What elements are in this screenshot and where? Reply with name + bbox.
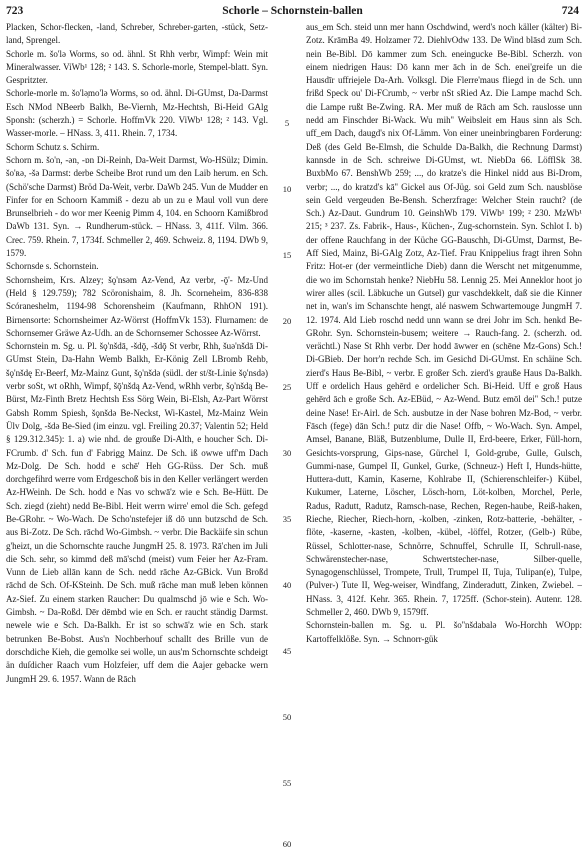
line-number: 10 (282, 184, 292, 194)
line-number: 35 (282, 514, 292, 524)
line-number: 30 (282, 448, 292, 458)
line-number: 40 (282, 580, 292, 590)
entry-paragraph: Schornsheim, Krs. Alzey; šǫ'nsəm Az-Vend, Az verbr, -ǭ'- Mz-Und (Held § 129.759); 782 Scöronishaim, 8. Jh. Scorneheim, 836-838 Scóraneshelm, 1194-98 Schorensheim (Kaufmann, RhhON 191). Birnensorte: Schornsheimer Az-Wörrst (HoffmVk 153). Flurnamen: de Schornsemer Gräwe Az-Udh. an de Schornsemer Schossee Az-Wörrst. (6, 274, 268, 338)
right-column (306, 21, 582, 851)
entry-paragraph: Schornstein m. Sg. u. Pl. šǫ'nšdā, -šdǭ, -šdǭ St verbr, Rhh, šuə'nšdā Di-GUmst Stein, Da-Hahn Wemb Balkh, Er-König Zell LBromb Rehb, šǫ'nšdę Er-Beerf, Mz-Mainz Gunt, šǫ'nšdə (südl. der st/št-Linie šǫ'nsdə) verbr soSt, wt oRhh, Wimpf, šǭ'nšdą Az-Vend, wRhh verbr, šǫ'nšdą Be-Bürst, Mz-Finth Bretz Hechtsh Ess Sörg Wein, Bi-Elsh, Az-Part Wörrst Gabsh Romm Spiesh, šǫnšdə Be-Neckst, Wi-Kastel, Mz-Mainz Wein Ülv Dolg, -šdə Be-Sied (im einzu. vgl. Freiling 20.37; Valentin 52; Held § 129.312.345): 1. a) wie nhd. de grouße Di-Alth, e houcher Sch. Di-FCrumb. d' Sch. fun d' Fabrigg Mainz. De Sch. iß owwe uff'm Dach Mz-Dolg. De Sch. hodd e schē' Heh GG-Rüss. Der Sch. muß dorchgefihrd werre vom Erdgeschoß bis in den Keller verlängert werden Az-HWeinh. De Sch. hodd e Nas vo schwā'z wie e Sch. Be-Hütt. De Sch. ziegd (zieht) nedd Be-Bibl. Heit werrn wirre' emol die Sch. gefegd Be-GRohr. ~ Wo-Wach. De Scho'nstefejer iß dō unn butzschd de Sch. aus Bi-Zotz. De Sch. rāchd Wo-Gimbsh. ~ verbr. Die Backäife sin schun g'heizt, un die Schornschte rauche JungmH 25. 8. 1973. Rā'chen im Juli die Sch. sehr, so kimmd deß mā'schd (meist) vum Feier her Az-Fram. Vunn de Lieb allān kann de Sch. nedd rāche Az-GBick. Vun Broßd rāchd de Sch. Of-KSteinh. De Sch. muß rāche man muß leben können Az-Sief. Zu einem starken Raucher: Du qualmschd jō wie e Sch. Wo-Gimbsh. ~ Da-Roßd. Dēr dēmbd wie en Sch. er raucht ständig Darmst. newele wie e Sch. Da-Balkh. Er ist so schwā'z wie en Sch. stark betrunken Be-Bobst. Aus'n Nochberhouf schallt des Brille vun de dorschdiche Kieh, die gemolke sei wolle, un aus'm Schornschte schdeigt än duſdicher Raach vum Holzfeier, uff dem die Aajer gebacke wern JungmH 29. 6. 1957. Wann de Rāch (6, 341, 268, 684)
entry-paragraph: aus_em Sch. steid unn mer hann Oschdwind, werd's noch käller (kälter) Bi-Zotz. KrāmBa 49. Holzamer 72. DiehlvOdw 133. De Wind blāsd zum Sch. nein Be-Bibl. Dō kammer zum Sch. eneingucke Be-Bibl. Scherzh. von einem niedrigen Haus: Dō kann mer āch in de Sch. enei'greife un die Hausdīr uffriejele Da-Arh. Volksgl. Die Flerre'maus fliegd in de Sch. unn frißd Speck ou' Di-FCrumb, ~ verbr nSt sRied Az. Die Lampe machd Sch. die Lampe rußt Be-Zwing. RA. Mer muß de Rāch am Sch. rauslosse unn nedd am Finschder Bi-Wack. Wu mih'' Weibsleit em Haus sinn als Sch. uff_em Dach, daugd's nix Of-Lämm. Von einer uneinbringbaren Forderung: Deß (des Geld Be-Elmsh, die Schulde Da-Balkh, die Rechnung Darmst) kannsde in de Sch. schreiwe Di-GUmst, wt. NiebDa 66. LöfflSk 38. BuxbMo 67. BenshWb 259; ..., do kratze's die Hinkel nidd aus Bi-Drom, verbr; ..., do kratzd's kā'' Gickel aus Of-Jüg. soi Geld zum Sch. nausblöse sein Geld vergeuden Be-Bensh. Scherzfrage: Welcher Stein raucht? (de Sch.) Az-Daut. Gundrum 10. GeinshWb 179. ViWb¹ 199; ² 230. MzWb¹ 215; ³ 237. Zs. Fabrik-, Haus-, Küchen-, Zug-schornstein. Syn. Schlot I. b) der offene Rauchfang in der Küche GG-Bauschh, Di-GUmst, Darmst, Be-Aff Sied, Mainz, Bi-GAlg Zotz, Az-Tief. Frau Knippelius fragt ihren Sohn Fritz: Hot-er (der vermeintliche Dieb) dann die Werscht net mitgenumme, die wo im Schornstah henke? NiebHu 58. Lennig 25. Mei Anneklor hoot jo wirer alles (scil. Läbkuche un Gutsel) gur vaschdekkelt, daß sie die Kinner net in, wan's im Schanschte hengt, alé naswem Schwartemouge JungmH 7. 12. 1974. Ald Lieb roschd nedd unn wann se drei Johr im Sch. henkd Be-GRohr. Syn. Schornstein-busem; weitere → Rauch-fang. 2. (scherzh. od. verächtl.) Nase St Rhh verbr. Der hodd āwwer en (schēne Mz-Gons) Sch.! Di-GBieb. Der horr'n rechde Sch. im Gesichd Di-GUmst. En schäine Sch. zierd's Haus Be-Bibl, ~ verbr. E großer Sch. zierd's grauße Haus Da-Balkh. Uff e ordelich Haus gehērd e ordelicher Sch. Bi-Heid. Uff e groß Haus gehērd āch e große Sch. Az-EBüd, ~ Az-Wend. Butz emōl dei'' Sch.! putze deine Nase! Er-Airl. de Sch. ausbutze in der Nase bohren Mz-Bod, ~ verbr. Fāsch (fege) dān Sch.! putz dir die Nase! Offb, ~ Wo-Wach. Syn. Ampel, Amsel, Banane, Bläß, Butzenblume, Dulle II, Erd-beere, Erker, Füll-horn, Gesichts-vorsprung, Gips-nase, Gürchel I, Gold-grube, Gulle, Gulsch, Gummi-nase, Gumpel II, Gunkel, Gurke, (Schneuz-) Heft I, Hunds-hütte, Huttera-dutt, Kamin, Kaserne, Kohlrabe II, (Schierenschleifer-) Kübel, Kukumer, Laterne, Löscher, Lösch-horn, Löt-kolben, Morchel, Perle, Radus, Radutt, Radutz, Ramsch-nase, Rechen, Regen-haube, Reiß-haken, Rieche, Riecher, Riech-horn, -kolben, -zinken, Rotz-batterie, -behälter, -flöte, -kaserne, -kasten, -kolben, -kübel, -löffel, Rotzer, (Gelb-) Rübe, Rüssel, Schlotter-nase, Schnörre, Schnuffel, Schrulle II, Schrull-nase, Schwärenstecher-nase, Schwertstecher-nase, Silber-quelle, Synagogenschlüssel, Trompete, Trull, Trumpel II, Tuja, Tulipan(e), Tulpe, (Pulver-) Tute II, Weg-weiser, Windfang, Zinderadutt, Zinken, Zwiebel. – HNass. 3, 412f. Kehr. 365. Rhein. 7, 1725ff. (Schor-stein). Autenr. 128. Schmeller 2, 460. DWb 9, 1579ff. (306, 22, 582, 618)
line-number: 20 (282, 316, 292, 326)
line-number: 15 (282, 250, 292, 260)
line-number: 25 (282, 382, 292, 392)
entry-paragraph: Schorle m. šo'lə Worms, so od. ähnl. St Rhh verbr, Wimpf: Wein mit Mineralwasser. ViWb¹ 128; ² 143. S. Schorle-morle, Stempel-blatt. Syn. Gespritzter. (6, 48, 268, 86)
line-number: 50 (282, 712, 292, 722)
entry-paragraph: Schornsde s. Schornstein. (6, 261, 99, 272)
page-number-right: 724 (561, 5, 579, 17)
entry-paragraph: Schornstein-ballen m. Sg. u. Pl. šo''nšdabalə Wo-Horchh WOpp: Kartoffelklöße. Syn. → Schnorr-gük (306, 620, 582, 644)
line-number-gutter (274, 21, 300, 851)
entry-paragraph: Schorm Schutz s. Schirm. (6, 141, 100, 152)
page-number-left: 723 (6, 5, 24, 17)
entry-paragraph: Schorn m. šo'n, -ən, -ɒn Di-Reinh, Da-Weit Darmst, Wo-HSülz; Dimin. šo'ʀə, -šə Darmst: derbe Scheibe Brot rund um den Laib herum. en Sch. (Schö'sche Darmst) Bröd Da-Weit, verbr. DaWb 245. Vun de Mudder en Finfer for en Schoorn Kammiß - dezu ab un zu e Maul voll vun dere Brunselbrieh - do wor mer Keenig Pimm 4, 104. en Schoorn Kamißbrod DaWb 131. Syn. → Rundherum-stück. – HNass. 3, 411f. Vilm. 366. Crec. 759. Rhein. 7, 1734f. Schmeller 2, 469. Schweiz. 8, 1194. DWb 9, 1579. (6, 154, 268, 259)
line-number: 5 (284, 118, 290, 128)
page-header (6, 3, 579, 19)
running-title: Schorle – Schornstein-ballen (222, 5, 363, 17)
left-column (6, 21, 268, 851)
line-number: 55 (282, 778, 292, 788)
entry-paragraph: Schorle-morle m. šo'lə̜mo'lə Worms, so od. ähnl. Di-GUmst, Da-Darmst Esch NMod NBeerb Balkh, Be-Viernh, Mz-Hechtsh, Bi-Heid GAlg Sponsh: (scherzh.) = Schorle. HoffmVk 220. ViWb¹ 128; ² 143. Vgl. Wasser-morle. – HNass. 3, 411. Rhein. 7, 1734. (6, 88, 268, 139)
line-number: 45 (282, 646, 292, 656)
entry-paragraph: Placken, Schor-flecken, -land, Schreber, Schreber-garten, -stück, Setz-land, Sprengel. (6, 22, 268, 46)
line-number: 60 (282, 839, 292, 849)
